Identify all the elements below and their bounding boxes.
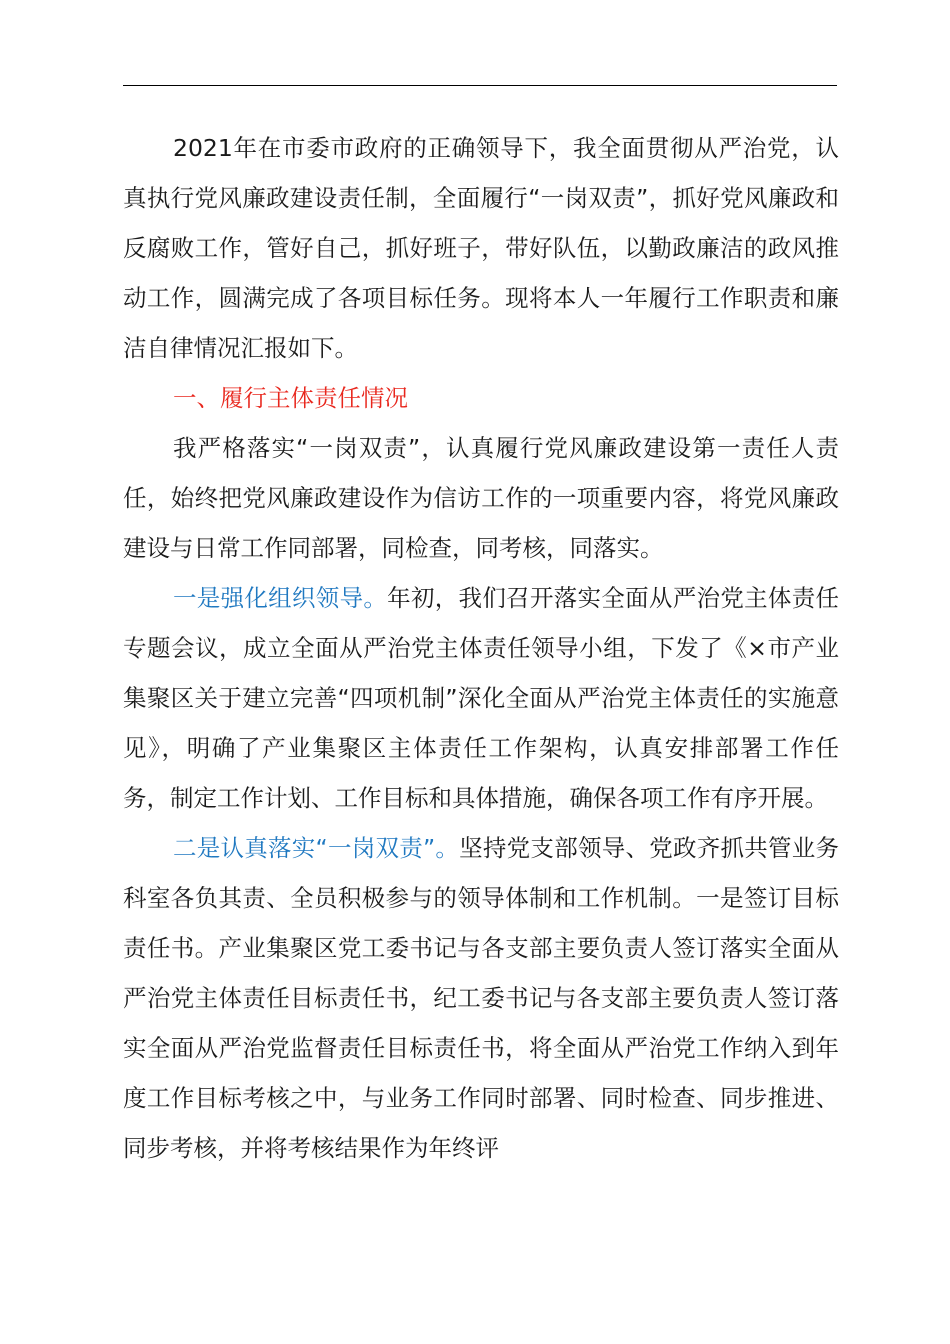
paragraph-2	[123, 573, 839, 823]
paragraph-3-lead: 二是认真落实“一岗双责”。	[173, 834, 460, 862]
paragraph-intro	[123, 123, 839, 373]
paragraph-1	[123, 423, 839, 573]
section-heading	[123, 373, 839, 423]
header-rule	[123, 85, 837, 86]
paragraph-2-lead: 一是强化组织领导。	[173, 584, 388, 612]
paragraph-2-body: 年初，我们召开落实全面从严治党主体责任专题会议，成立全面从严治党主体责任领导小组，下发了《×市产业集聚区关于建立完善“四项机制”深化全面从严治党主体责任的实施意见》，明确了产业集聚区主体责任工作架构，认真安排部署工作任务，制定工作计划、工作目标和具体措施，确保各项工作有序开展。	[123, 584, 840, 812]
paragraph-3	[123, 823, 839, 1173]
paragraph-1-text: 我严格落实“一岗双责”，认真履行党风廉政建设第一责任人责任，始终把党风廉政建设作为信访工作的一项重要内容，将党风廉政建设与日常工作同部署，同检查，同考核，同落实。	[123, 434, 839, 562]
section-heading-text: 一、履行主体责任情况	[173, 384, 408, 412]
document-body	[123, 123, 839, 1173]
paragraph-intro-text: 2021年在市委市政府的正确领导下，我全面贯彻从严治党，认真执行党风廉政建设责任制，全面履行“一岗双责”，抓好党风廉政和反腐败工作，管好自己，抓好班子，带好队伍，以勤政廉洁的政风推动工作，圆满完成了各项目标任务。现将本人一年履行工作职责和廉洁自律情况汇报如下。	[123, 134, 839, 362]
paragraph-3-body: 坚持党支部领导、党政齐抓共管业务科室各负其责、全员积极参与的领导体制和工作机制。一是签订目标责任书。产业集聚区党工委书记与各支部主要负责人签订落实全面从严治党主体责任目标责任书，纪工委书记与各支部主要负责人签订落实全面从严治党监督责任目标责任书，将全面从严治党工作纳入到年度工作目标考核之中，与业务工作同时部署、同时检查、同步推进、同步考核，并将考核结果作为年终评	[123, 834, 839, 1162]
